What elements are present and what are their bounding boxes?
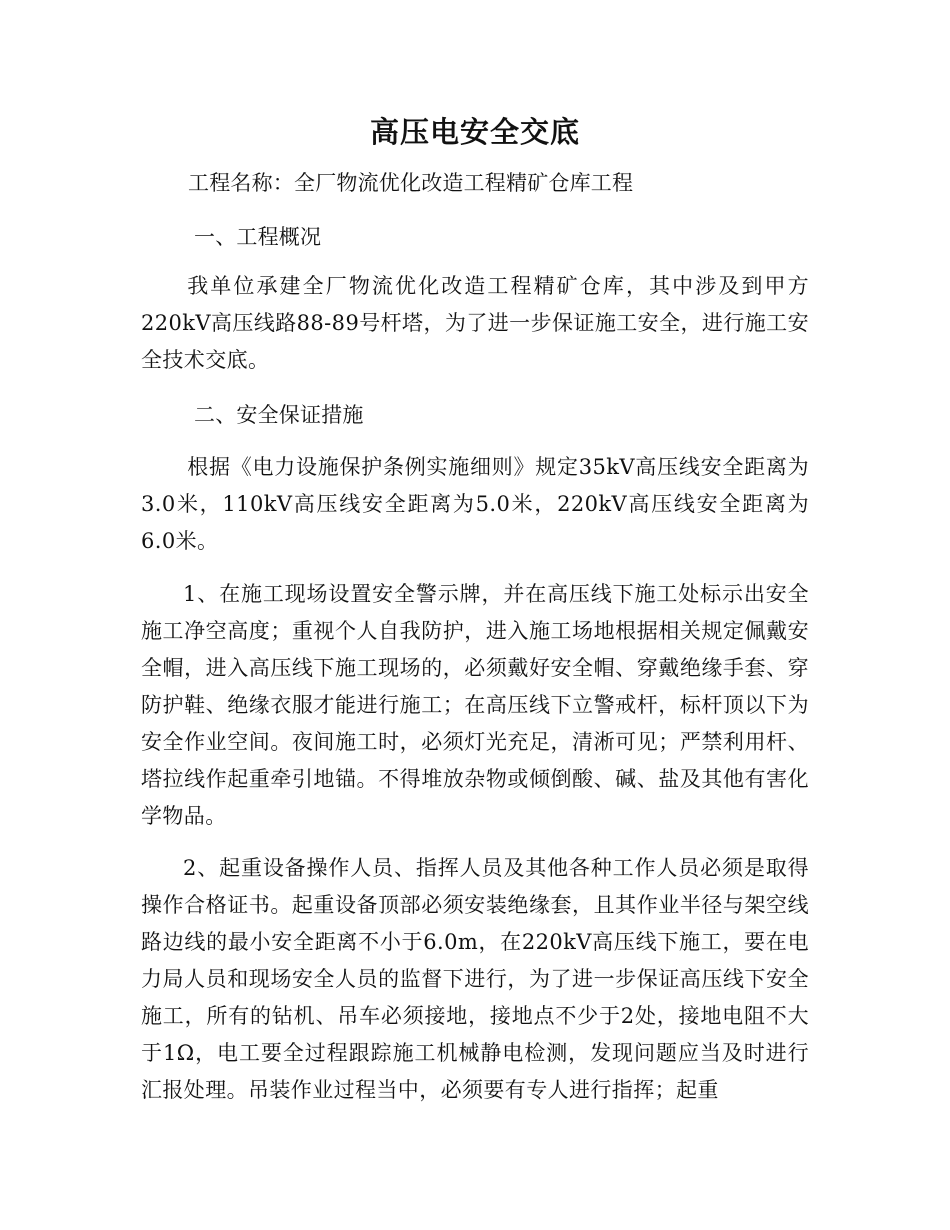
section2-intro: 根据《电力设施保护条例实施细则》规定35kV高压线安全距离为3.0米，110kV高压线安全距离为5.0米，220kV高压线安全距离为6.0米。 (141, 455, 809, 553)
document-title: 高压电安全交底 (369, 115, 580, 149)
section1-body: 我单位承建全厂物流优化改造工程精矿仓库，其中涉及到甲方220kV高压线路88-89号杆塔，为了进一步保证施工安全，进行施工安全技术交底。 (141, 274, 809, 372)
safety-item-2: 2、起重设备操作人员、指挥人员及其他各种工作人员必须是取得操作合格证书。起重设备顶部必须安装绝缘套，且其作业半径与架空线路边线的最小安全距离不小于6.0m，在220kV高压线下施工，要在电力局人员和现场安全人员的监督下进行，为了进一步保证高压线下安全施工，所有的钻机、吊车必须接地，接地点不少于2处，接地电阻不大于1Ω，电工要全过程跟踪施工机械静电检测，发现问题应当及时进行汇报处理。吊装作业过程当中，必须要有专人进行指挥；起重 (141, 856, 809, 1102)
safety-item-1: 1、在施工现场设置安全警示牌，并在高压线下施工处标示出安全施工净空高度；重视个人自我防护，进入施工场地根据相关规定佩戴安全帽，进入高压线下施工现场的，必须戴好安全帽、穿戴绝缘手套、穿防护鞋、绝缘衣服才能进行施工；在高压线下立警戒杆，标杆顶以下为安全作业空间。夜间施工时，必须灯光充足，清淅可见；严禁利用杆、塔拉线作起重牵引地锚。不得堆放杂物或倾倒酸、碱、盐及其他有害化学物品。 (141, 582, 809, 828)
project-name-line: 工程名称：全厂物流优化改造工程精矿仓库工程 (188, 171, 634, 195)
section2-heading: 二、安全保证措施 (194, 403, 364, 427)
section1-heading: 一、工程概况 (194, 225, 322, 249)
